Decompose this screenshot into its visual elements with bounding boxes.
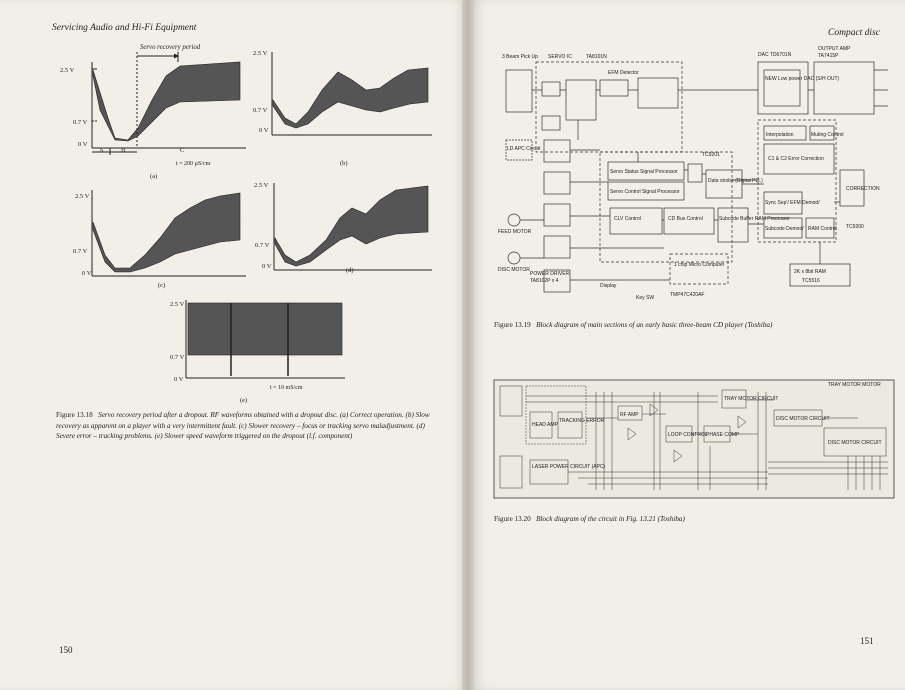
running-head-right: Compact disc [828,28,880,38]
d19-display: Display [600,283,617,289]
panel-d [254,182,432,274]
axis-label-c-0: 0 V [82,270,92,277]
d20-disc-motor-unit: DISC MOTOR CIRCUIT [828,440,882,446]
d20-loop-control: LOOP CONTROL [668,432,708,438]
d19-power-chip: TA8102P x 4 [530,278,559,284]
d20-laser-power: LASER POWER CIRCUIT (APC) [532,464,606,470]
d19-dac: DAC TD6701N [758,52,792,58]
panel-label-d: (d) [346,267,354,274]
d19-servo-control: Servo Control Signal Processor [610,189,680,195]
axis-label-a-07: 0.7 V [73,119,88,126]
axis-label-a-25: 2.5 V [60,67,75,74]
time-scale-e: t = 10 mS/cm [270,385,303,391]
book-gutter [462,0,474,690]
segment-b: B [121,147,126,154]
segment-c: C [180,147,185,154]
d19-ldapc: LD APC Circuit [507,146,541,152]
axis-label-e-25: 2.5 V [170,301,185,308]
d19-ram-chip: TC5516 [802,278,820,284]
d19-tc9200: TC9200 [846,224,864,230]
panel-a [60,44,246,180]
axis-label-d-0: 0 V [262,263,272,270]
d19-correction: CORRECTION [846,186,880,192]
d19-servo-status: Servo Status Signal Processor [610,169,678,175]
figure-13-19-caption [494,320,894,331]
d19-clv: CLV Control [614,216,641,222]
d20-tray-motor: TRAY MOTOR CIRCUIT [724,396,779,402]
panel-c [73,190,246,289]
figure-13-19-diagram [468,40,905,300]
d19-output-amp: OUTPUT AMP [818,46,851,52]
d19-subcode-demod: Subcode Demod/ [765,226,804,232]
axis-label-d-07: 0.7 V [255,242,270,249]
d20-head-amp: HEAD AMP [532,422,558,428]
d19-efm-detector: EFM Detector [608,70,639,76]
d20-tracking-error: TRACKING ERROR [559,418,605,424]
d19-power-driver: POWER DRIVER [530,271,570,277]
d19-data-strobe: Data strobe (Digital PLL) [708,178,763,184]
d19-c1c2: C1 & C2 Error Correction [768,156,824,162]
figure-13-18-waveforms [0,0,468,420]
servo-recovery-label: Servo recovery period [140,44,201,51]
panel-b [253,50,432,167]
d19-feed-motor: FEED MOTOR [498,229,532,235]
d19-servo-chip: TA8101N [586,54,607,60]
d19-micro-chip: TMP47C420AF [670,292,705,298]
caption-number-13-19: Figure 13.19 [494,321,531,329]
caption-number-13-18: Figure 13.18 [56,411,93,419]
axis-label-a-0: 0 V [78,141,88,148]
time-scale-a: t = 200 µS/cm [176,161,211,167]
caption-number-13-20: Figure 13.20 [494,515,531,523]
d19-ram-control: RAM Control [808,226,837,232]
axis-label-b-0: 0 V [259,127,269,134]
axis-label-d-25: 2.5 V [254,182,269,189]
page-number-right: 151 [860,636,874,646]
axis-label-e-0: 0 V [174,376,184,383]
d19-dac-inner: NEW Low power DAC (S/H OUT) [765,76,840,82]
panel-e [170,300,345,404]
axis-label-c-25: 2.5 V [75,193,90,200]
d19-pickup: 3 Beam Pick Up [502,54,538,60]
d20-rf-amp: RF AMP [620,412,639,418]
right-page [468,0,905,690]
d19-sync-sep: Sync Sep'/ EFM Demod/ [765,200,820,206]
d19-ram: 2K x 8bit RAM [794,269,826,275]
panel-label-b: (b) [340,160,348,167]
panel-label-c: (c) [158,282,166,289]
figure-13-18-caption [56,410,441,442]
panel-label-e: (e) [240,397,248,404]
running-head-left: Servicing Audio and Hi-Fi Equipment [52,23,197,33]
d19-micro: 1 chip Micro Computer [674,262,725,268]
d19-output-chip: TA7415P [818,53,839,59]
d20-top: TRAY MOTOR MOTOR [828,382,881,388]
panel-label-a: (a) [150,173,158,180]
d19-key-sw: Key SW [636,295,655,300]
caption-text-13-18: Servo recovery period after a dropout. RF waveforms obtained with a dropout disc. (a) Correct operation. (b) Slow recovery as apparent on a player with a very intermittent fault. (c) Slower recovery – focus or tracking servo maladjustment. (d) Severe error – tracking problems. (e) Slower speed waveform triggered on the dropout (l.f. component) [56,411,430,440]
figure-13-20-diagram [468,372,905,502]
d19-tc9201: TC9201 [702,152,720,158]
axis-label-c-07: 0.7 V [73,248,88,255]
axis-label-e-07: 0.7 V [170,354,185,361]
d20-phase-comp: PHASE COMP [706,432,740,438]
d19-muting: Muting Control [811,132,844,138]
segment-a: A [99,147,104,154]
d19-interpolation: Interpolation [766,132,794,138]
axis-label-b-07: 0.7 V [253,107,268,114]
axis-label-b-25: 2.5 V [253,50,268,57]
caption-text-13-19: Block diagram of main sections of an early basic three-beam CD player (Toshiba) [536,321,773,329]
d19-disc-motor: DISC MOTOR [498,267,530,273]
d19-subcode: Subcode Buffer RAM Processor [719,216,790,222]
d19-servo-ic: SERVO IC [548,54,572,60]
caption-text-13-20: Block diagram of the circuit in Fig. 13.21 (Toshiba) [536,515,685,523]
page-number-left: 150 [59,645,73,655]
figure-13-20-caption [494,514,894,525]
d20-disc-motor-circuit: DISC MOTOR CIRCUIT [776,416,830,422]
d19-cd-bus: CD Bus Control [668,216,703,222]
